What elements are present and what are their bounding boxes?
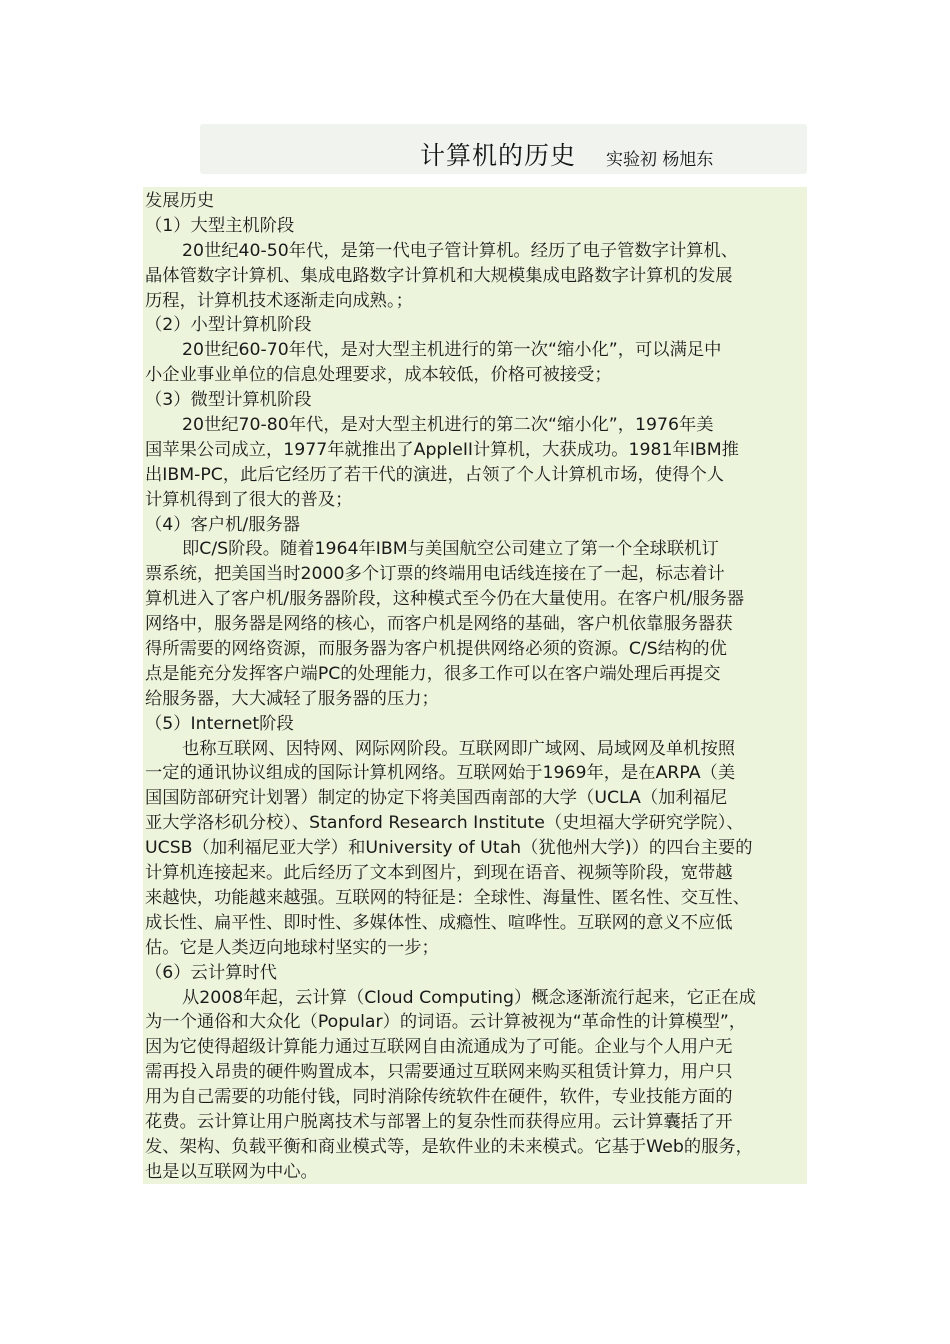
text-line: 晶体管数字计算机、集成电路数字计算机和大规模集成电路数字计算机的发展	[145, 265, 733, 286]
text-line: 票系统，把美国当时2000多个订票的终端用电话线连接在了一起，标志着计	[145, 564, 725, 585]
text-line: 估。它是人类迈向地球村坚实的一步；	[145, 937, 439, 958]
text-line: 发展历史	[145, 191, 215, 211]
text-line: 网络中，服务器是网络的核心，而客户机是网络的基础，客户机依靠服务器获	[145, 614, 733, 635]
text-line: （5）Internet阶段	[145, 713, 294, 734]
document-title: 计算机的历史	[420, 141, 577, 170]
text-line: 20世纪60-70年代，是对大型主机进行的第一次“缩小化”，可以满足中	[182, 340, 722, 361]
text-line: （4）客户机/服务器	[145, 514, 301, 535]
text-line: 来越快，功能越来越强。互联网的特征是：全球性、海量性、匿名性、交互性、	[145, 887, 750, 908]
text-line: 小企业事业单位的信息处理要求，成本较低，价格可被接受；	[145, 365, 612, 386]
document-author: 实验初 杨旭东	[606, 150, 714, 170]
text-line: 历程，计算机技术逐渐走向成熟。；	[145, 290, 413, 311]
text-line: 算机进入了客户机/服务器阶段，这种模式至今仍在大量使用。在客户机/服务器	[145, 589, 745, 610]
text-line: 为一个通俗和大众化（Popular）的词语。云计算被视为“革命性的计算模型”，	[145, 1012, 747, 1033]
text-line: 也是以互联网为中心。	[145, 1161, 318, 1182]
text-line: 需再投入昂贵的硬件购置成本，只需要通过互联网来购买租赁计算力，用户只	[145, 1062, 733, 1083]
text-line: （3）微型计算机阶段	[145, 390, 312, 411]
text-line: 20世纪40-50年代，是第一代电子管计算机。经历了电子管数字计算机、	[182, 240, 739, 261]
text-line: 用为自己需要的功能付钱，同时消除传统软件在硬件，软件，专业技能方面的	[145, 1087, 733, 1108]
text-line: 计算机连接起来。此后经历了文本到图片，到现在语音、视频等阶段，宽带越	[145, 863, 733, 884]
text-line: 国国防部研究计划署）制定的协定下将美国西南部的大学（UCLA（加利福尼	[145, 788, 728, 809]
text-line: （1）大型主机阶段	[145, 215, 295, 236]
text-line: 亚大学洛杉矶分校）、Stanford Research Institute（史坦福大学研究学院）、	[145, 813, 744, 834]
text-line: 因为它使得超级计算能力通过互联网自由流通成为了可能。企业与个人用户无	[145, 1037, 733, 1058]
text-line: 国苹果公司成立，1977年就推出了AppleII计算机，大获成功。1981年IBM推	[145, 439, 739, 460]
text-line: 发、架构、负载平衡和商业模式等，是软件业的未来模式。它基于Web的服务，	[145, 1136, 753, 1157]
text-line: 计算机得到了很大的普及；	[145, 489, 353, 510]
text-line: 20世纪70-80年代，是对大型主机进行的第二次“缩小化”，1976年美	[182, 415, 714, 436]
text-line: 给服务器，大大减轻了服务器的压力；	[145, 688, 439, 709]
text-line: 也称互联网、因特网、网际网阶段。互联网即广域网、局域网及单机按照	[182, 738, 736, 759]
text-line: 出IBM-PC，此后它经历了若干代的演进，占领了个人计算机市场，使得个人	[145, 464, 725, 485]
text-line: 得所需要的网络资源，而服务器为客户机提供网络必须的资源。C/S结构的优	[145, 639, 727, 660]
text-line: UCSB（加利福尼亚大学）和University of Utah（犹他州大学)）的四台主要的	[145, 838, 753, 859]
text-line: 一定的通讯协议组成的国际计算机网络。互联网始于1969年，是在ARPA（美	[145, 763, 736, 784]
text-line: 成长性、扁平性、即时性、多媒体性、成瘾性、喧哗性。互联网的意义不应低	[145, 912, 733, 933]
document-body	[145, 189, 805, 1185]
text-line: 即C/S阶段。随着1964年IBM与美国航空公司建立了第一个全球联机订	[182, 539, 719, 560]
text-line: 从2008年起，云计算（Cloud Computing）概念逐渐流行起来，它正在成	[182, 987, 756, 1008]
text-line: （6）云计算时代	[145, 962, 277, 983]
text-line: 花费。云计算让用户脱离技术与部署上的复杂性而获得应用。云计算囊括了开	[145, 1111, 733, 1132]
text-line: 点是能充分发挥客户端PC的处理能力，很多工作可以在客户端处理后再提交	[145, 663, 721, 684]
text-line: （2）小型计算机阶段	[145, 315, 312, 336]
